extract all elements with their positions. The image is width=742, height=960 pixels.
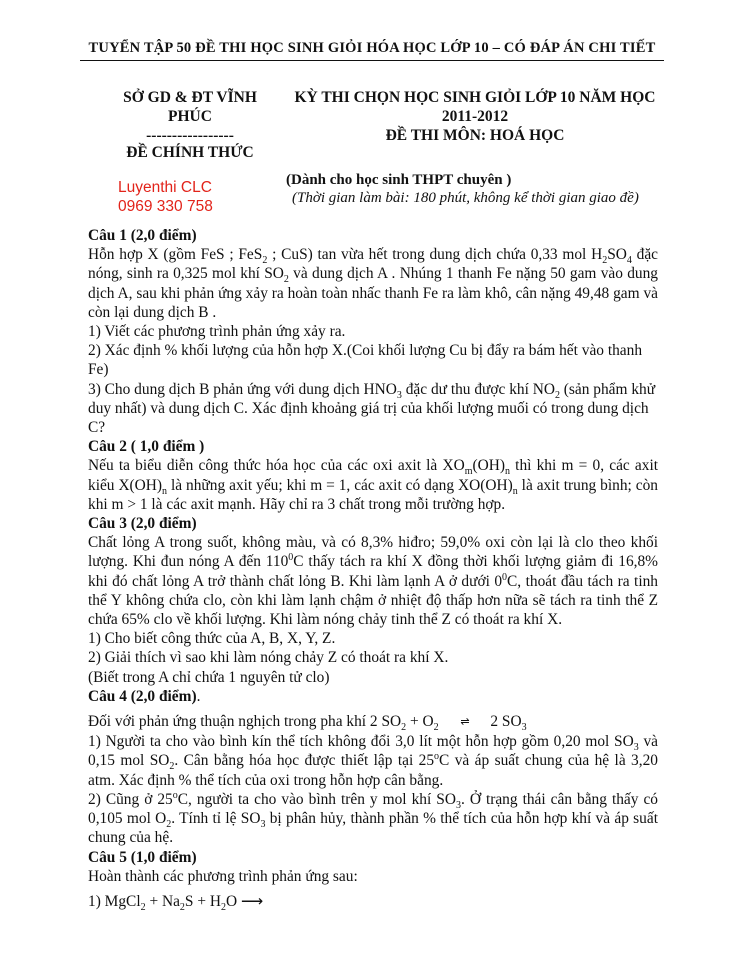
question-3-item-2: 2) Giải thích vì sao khi làm nóng chảy Z có thoát ra khí X. [88,649,449,667]
department-line-1: SỞ GD & ĐT VĨNH [123,89,257,106]
exam-title-block [285,88,665,145]
page-header: TUYỂN TẬP 50 ĐỀ THI HỌC SINH GIỎI HÓA HỌC LỚP 10 – CÓ ĐÁP ÁN CHI TIẾT [88,40,656,56]
question-4-title: Câu 4 (2,0 điểm). [88,687,201,705]
question-3-note: (Biết trong A chỉ chứa 1 nguyên tử clo) [88,668,330,686]
question-1-item-1: 1) Viết các phương trình phản ứng xảy ra. [88,323,346,341]
question-1-item-3: 3) Cho dung dịch B phản ứng với dung dịch $HNO_3$ đặc dư thu được khí $NO_2$ (sản phẩm khử duy nhất) và dung dịch C. Xác định khoảng giá trị của khối lượng muối có trong dung dịch C? [88,380,656,437]
duration-note: (Thời gian làm bài: 180 phút, không kể thời gian giao đề) [292,190,639,206]
question-3-title: Câu 3 (2,0 điểm) [88,515,197,533]
audience-note: (Dành cho học sinh THPT chuyên ) [286,172,512,188]
watermark-stamp [118,178,213,216]
question-1-title: Câu 1 (2,0 điểm) [88,227,197,244]
department-divider: ----------------- [146,127,234,144]
exam-subject: ĐỀ THI MÔN: HOÁ HỌC [385,127,565,144]
exam-content [88,226,658,911]
question-1-item-2: 2) Xác định % khối lượng của hỗn hợp X.(Coi khối lượng Cu bị đẩy ra bám hết vào thanh Fe) [88,342,643,379]
question-4-equation: Đối với phản ứng thuận nghịch trong pha khí 2 $SO_2 + O_2$ ⇌ 2 $SO_3$ [88,713,527,734]
question-2-title: Câu 2 ( 1,0 điểm ) [88,438,205,456]
stamp-phone: 0969 330 758 [118,198,213,215]
question-1-body: Hỗn hợp X (gồm FeS ; FeS$_2$ ; CuS) tan vừa hết trong dung dịch chứa 0,33 mol $H_2SO_4$ đặc nóng, sinh ra 0,325 mol khí $SO_2$ và dung dịch A . Nhúng 1 thanh Fe nặng 50 gam vào dung dịch A, sau khi phản ứng xảy ra hoàn toàn nhấc thanh Fe ra làm khô, cân nặng 49,48 gam và còn lại dung dịch B . [88,246,658,321]
department-line-2: PHÚC [168,108,212,125]
question-3-item-1: 1) Cho biết công thức của A, B, X, Y, Z. [88,630,336,648]
exam-year: 2011-2012 [441,108,509,125]
question-4-item-1: 1) Người ta cho vào bình kín thể tích không đổi 3,0 lít một hỗn hợp gồm 0,20 mol $SO_3$ và 0,15 mol $SO_2$. Cân bằng hóa học được thiết lập tại 25$^o$C và áp suất chung của hệ là 3,20 atm. Xác định % thể tích của oxi trong hỗn hợp cân bằng. [88,733,658,789]
equilibrium-arrow-icon: ⇌ [460,716,469,729]
question-5-reaction-1: 1) MgCl$_2$ + $Na_2S + H_2O$ ⟶ [88,892,264,913]
official-label: ĐỀ CHÍNH THỨC [126,144,254,161]
department-block [90,88,290,145]
question-5-title: Câu 5 (1,0 điểm) [88,848,197,866]
question-3-body: Chất lỏng A trong suốt, không màu, và có 8,3% hiđro; 59,0% oxi còn lại là clo theo khối lượng. Khi đun nóng A đến $110^0C$ thấy tách ra khí X đồng thời khối lượng giảm đi 16,8% khi đó chất lỏng A trở thành chất lỏng B. Khi làm lạnh A ở dưới $0^0C$, thoát đầu tách ra tinh thể Y không chứa clo, còn khi làm lạnh chậm ở nhiệt độ thấp hơn nữa sẽ tách ra tinh thể Z chứa 65% clo về khối lượng. Khi làm nóng chảy tinh thể Z có thoát ra khí X. [88,534,658,629]
exam-title-line-1: KỲ THI CHỌN HỌC SINH GIỎI LỚP 10 NĂM HỌC [294,89,656,106]
stamp-name: Luyenthi CLC [118,179,212,196]
question-5-intro: Hoàn thành các phương trình phản ứng sau: [88,867,358,885]
question-2-body: Nếu ta biểu diễn công thức hóa học của các oxi axit là $XO_m(OH)_n$ thì khi m = 0, các axit kiểu $X(OH)_n$ là những axit yếu; khi m = 1, các axit có dạng $XO(OH)_n$ là axit trung bình; còn khi m > 1 là các axit mạnh. Hãy chỉ ra 3 chất trong mỗi trường hợp. [88,457,658,513]
question-4-item-2: 2) Cũng ở 25$^o$C, người ta cho vào bình trên y mol khí $SO_3$. Ở trạng thái cân bằng thấy có 0,105 mol $O_2$. Tính tỉ lệ $SO_3$ bị phân hủy, thành phần % thể tích của hỗn hợp khí và áp suất chung của hệ. [88,789,658,847]
reaction-arrow-icon: ⟶ [240,892,264,910]
header-rule [80,60,664,61]
